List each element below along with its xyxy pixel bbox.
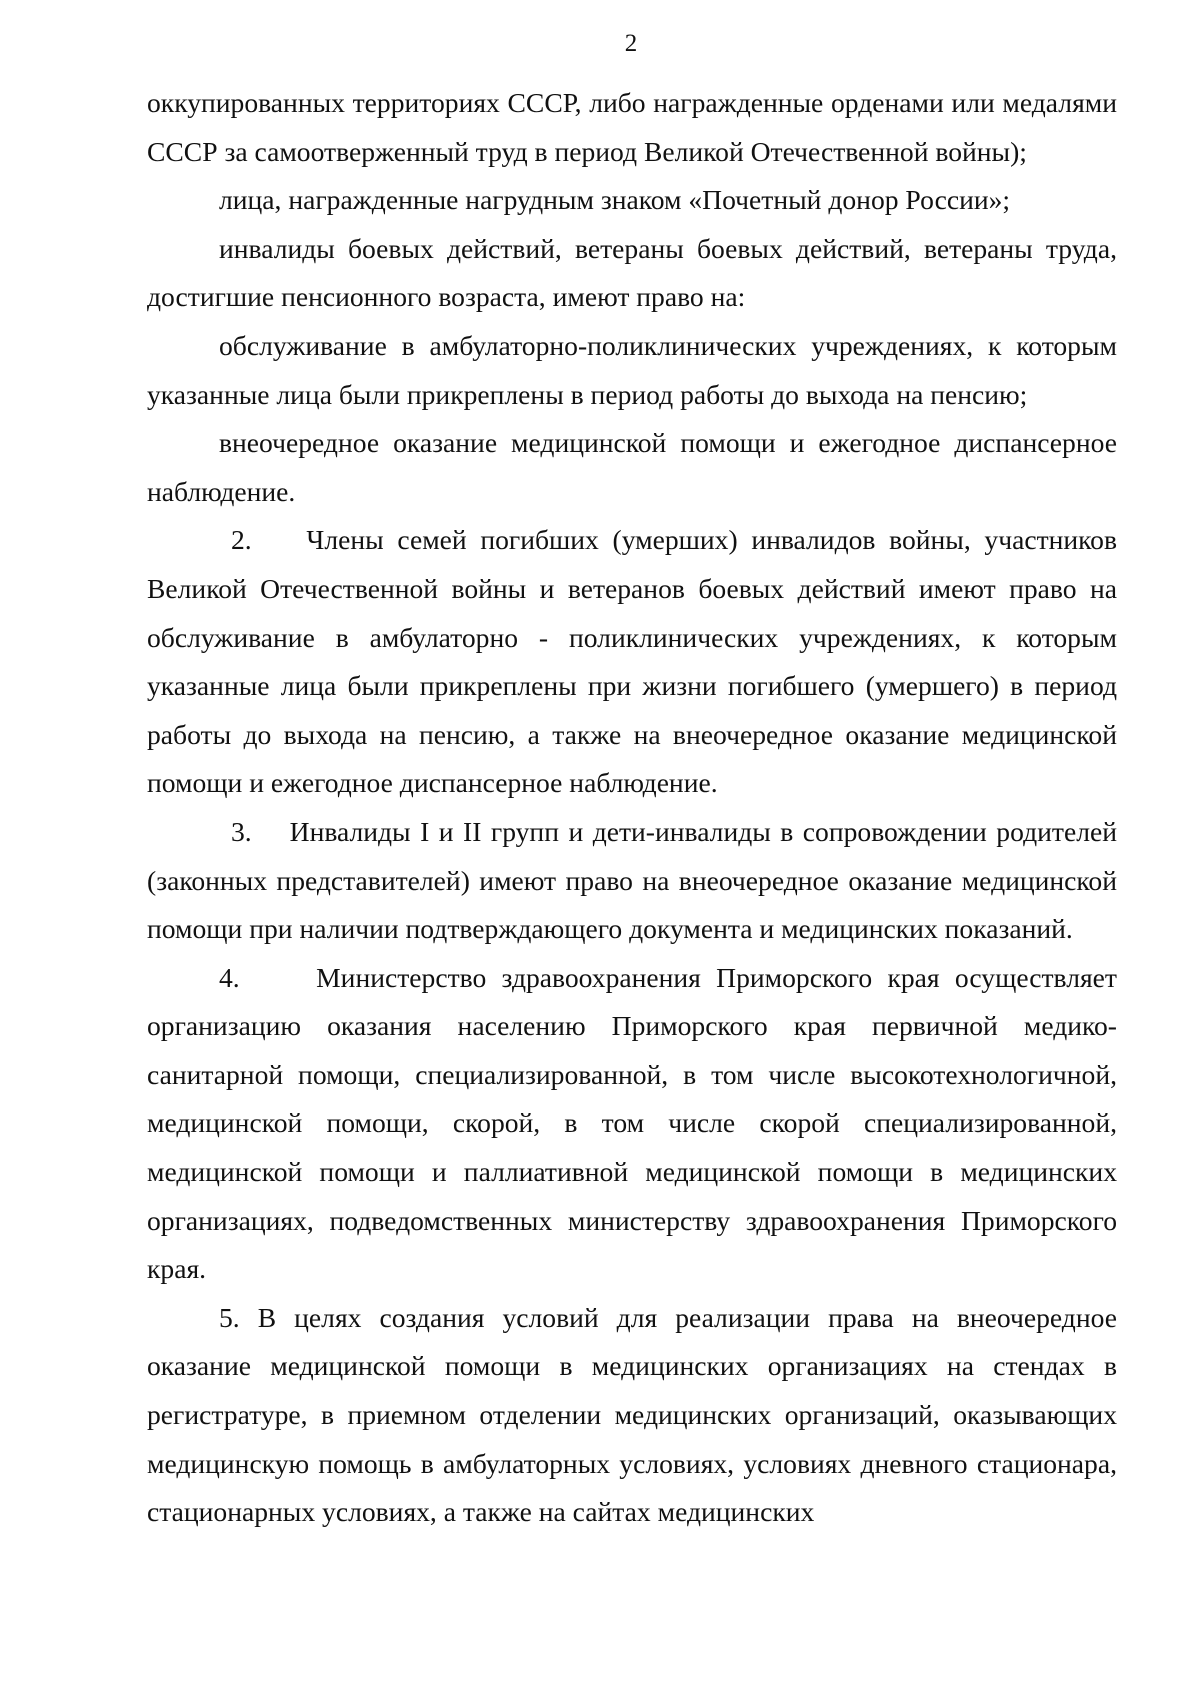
- paragraph-continuation: оккупированных территориях СССР, либо награжденные орденами или медалями СССР за самоотверженный труд в период Великой Отечественной войны);: [147, 87, 1117, 167]
- paragraph-item-3: 3. Инвалиды I и II групп и дети-инвалиды в сопровождении родителей (законных представителей) имеют право на внеочередное оказание медицинской помощи при наличии подтверждающего документа и медицинских показаний.: [147, 815, 1117, 945]
- paragraph-donor: лица, награжденные нагрудным знаком «Почетный донор России»;: [219, 184, 1011, 216]
- paragraph-item-5: 5. В целях создания условий для реализации права на внеочередное оказание медицинской помощи в медицинских организациях на стендах в регистратуре, в приемном отделении медицинских организаций, оказывающих медицинскую помощь в амбулаторных условиях, условиях дневного стационара, стационарных условиях, а также на сайтах медицинских: [147, 1301, 1117, 1528]
- document-body: [147, 79, 1117, 1537]
- paragraph-priority-care: внеочередное оказание медицинской помощи и ежегодное диспансерное наблюдение.: [147, 427, 1117, 507]
- paragraph-item-4: 4. Министерство здравоохранения Приморского края осуществляет организацию оказания населению Приморского края первичной медико-санитарной помощи, специализированной, в том числе высокотехнологичной, медицинской помощи, скорой, в том числе скорой специализированной, медицинской помощи и паллиативной медицинской помощи в медицинских организациях, подведомственных министерству здравоохранения Приморского края.: [147, 961, 1117, 1285]
- page-number: 2: [624, 30, 638, 57]
- paragraph-veterans: инвалиды боевых действий, ветераны боевых действий, ветераны труда, достигшие пенсионного возраста, имеют право на:: [147, 232, 1117, 313]
- paragraph-outpatient-service: обслуживание в амбулаторно-поликлинических учреждениях, к которым указанные лица были прикреплены в период работы до выхода на пенсию;: [147, 329, 1117, 410]
- paragraph-item-2: 2. Члены семей погибших (умерших) инвалидов войны, участников Великой Отечественной войны и ветеранов боевых действий имеют право на обслуживание в амбулаторно - поликлинических учреждениях, к которым указанные лица были прикреплены при жизни погибшего (умершего) в период работы до выхода на пенсию, а также на внеочередное оказание медицинской помощи и ежегодное диспансерное наблюдение.: [147, 524, 1117, 799]
